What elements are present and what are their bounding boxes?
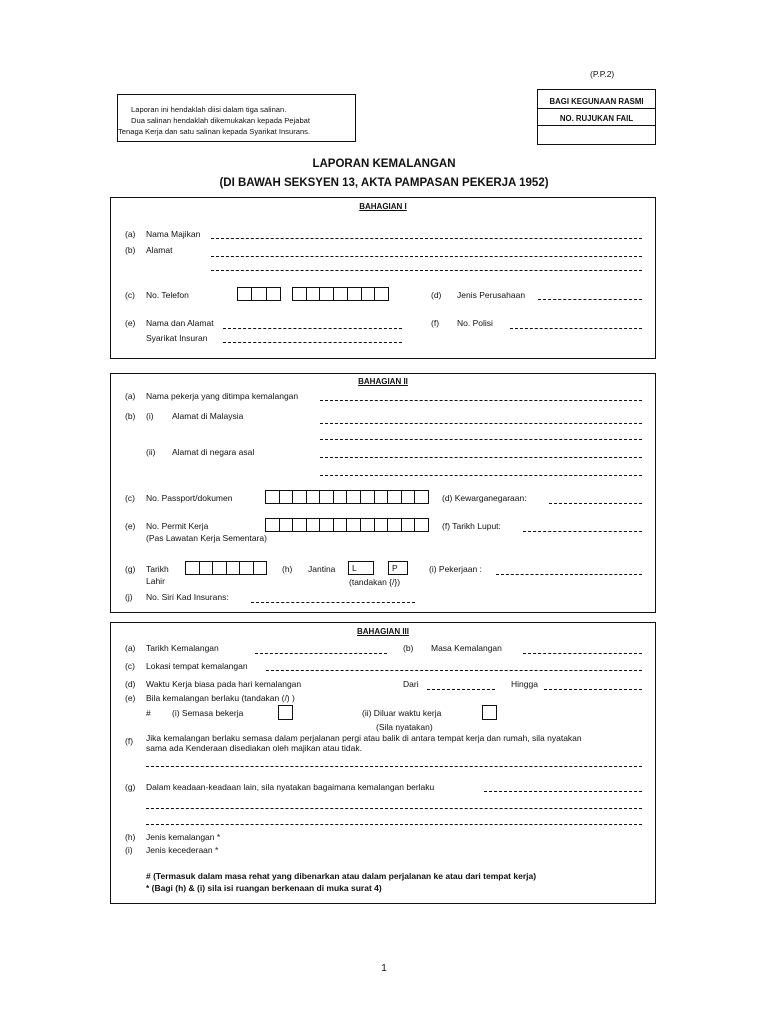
- gender-male-box[interactable]: L: [348, 561, 374, 575]
- item-code: (a): [125, 391, 136, 401]
- origin-address-field-1[interactable]: [320, 457, 642, 458]
- birth-date-boxes[interactable]: [185, 561, 267, 575]
- expiry-date-label: (f) Tarikh Luput:: [442, 521, 501, 531]
- insurance-card-field[interactable]: [251, 602, 415, 603]
- gender-female-box[interactable]: P: [388, 561, 408, 575]
- instruction-line-2: Dua salinan hendaklah dikemukakan kepada Pejabat: [131, 116, 311, 125]
- item-code: (a): [125, 229, 136, 239]
- page-subtitle: (DI BAWAH SEKSYEN 13, AKTA PAMPASAN PEKERJA 1952): [219, 177, 549, 189]
- address-field-line-2[interactable]: [211, 270, 642, 271]
- business-type-label: Jenis Perusahaan: [457, 290, 526, 300]
- item-code: (h): [282, 564, 293, 574]
- item-code: (g): [125, 564, 136, 574]
- insurer-label-2: Syarikat Insuran: [146, 333, 208, 343]
- part-1-heading: BAHAGIAN I: [359, 202, 407, 211]
- item-code: (g): [125, 782, 136, 792]
- item-code: (i): [125, 845, 133, 855]
- part-3-section: [110, 622, 656, 904]
- occupation-label: (i) Pekerjaan :: [429, 564, 482, 574]
- instruction-line-1: Laporan ini hendaklah diisi dalam tiga salinan.: [131, 105, 287, 114]
- item-code: (c): [125, 290, 135, 300]
- official-use-heading: BAGI KEGUNAAN RASMI: [549, 97, 644, 106]
- item-code: (i): [146, 411, 154, 421]
- address-label: Alamat: [146, 245, 173, 255]
- birth-date-label: Tarikh: [146, 564, 169, 574]
- working-hours-from-label: Dari: [403, 679, 419, 689]
- item-code: (b): [125, 411, 136, 421]
- other-circumstances-field-1[interactable]: [484, 791, 642, 792]
- item-code: (ii): [146, 447, 156, 457]
- other-circumstances-field-3[interactable]: [146, 824, 642, 825]
- worker-name-field[interactable]: [320, 400, 642, 401]
- passport-number-boxes[interactable]: [265, 490, 429, 504]
- telephone-area-boxes[interactable]: [237, 287, 281, 301]
- item-code: (d): [125, 679, 136, 689]
- nationality-label: (d) Kewarganegaraan:: [442, 493, 527, 503]
- item-code: (f): [125, 736, 134, 746]
- form-code: (P.P.2): [590, 69, 615, 79]
- outside-work-checkbox[interactable]: [482, 705, 497, 720]
- during-work-checkbox[interactable]: [278, 705, 293, 720]
- accident-location-field[interactable]: [266, 670, 642, 671]
- passport-label: No. Passport/dokumen: [146, 493, 233, 503]
- gender-label: Jantina: [308, 564, 336, 574]
- malaysia-address-field-1[interactable]: [320, 423, 642, 424]
- instructions-box: [117, 94, 356, 142]
- item-code: (h): [125, 832, 136, 842]
- file-reference-label: NO. RUJUKAN FAIL: [559, 114, 634, 123]
- birth-date-label-2: Lahir: [146, 576, 165, 586]
- item-code: (e): [125, 521, 136, 531]
- malaysia-address-field-2[interactable]: [320, 439, 642, 440]
- item-code: (b): [403, 643, 414, 653]
- origin-address-label: Alamat di negara asal: [172, 447, 255, 457]
- part-2-section: [110, 373, 656, 613]
- accident-type-label: Jenis kemalangan *: [146, 832, 221, 842]
- item-code: (d): [431, 290, 442, 300]
- expiry-date-field[interactable]: [523, 531, 642, 532]
- malaysia-address-label: Alamat di Malaysia: [172, 411, 244, 421]
- instruction-line-3: Tenaga Kerja dan satu salinan kepada Syarikat Insurans.: [118, 127, 311, 136]
- item-code: (e): [125, 693, 136, 703]
- telephone-label: No. Telefon: [146, 290, 189, 300]
- injury-type-label: Jenis kecederaan *: [146, 845, 219, 855]
- working-hours-to-label: Hingga: [511, 679, 538, 689]
- working-hours-from-field[interactable]: [427, 689, 495, 690]
- working-hours-to-field[interactable]: [544, 689, 642, 690]
- footnote-hash: # (Termasuk dalam masa rehat yang dibenarkan atau dalam perjalanan ke atau dari tempat kerja): [146, 871, 537, 881]
- part-1-section: [110, 197, 656, 359]
- hash-marker: #: [146, 708, 151, 718]
- accident-location-label: Lokasi tempat kemalangan: [146, 661, 248, 671]
- accident-when-label: Bila kemalangan berlaku (tandakan (/) ): [146, 693, 295, 703]
- gender-hint: (tandakan {/}): [349, 577, 401, 587]
- part-3-heading: BAHAGIAN III: [357, 627, 409, 636]
- other-circumstances-label: Dalam keadaan-keadaan lain, sila nyatakan bagaimana kemalangan berlaku: [146, 782, 435, 792]
- policy-number-label: No. Polisi: [457, 318, 493, 328]
- insurer-label: Nama dan Alamat: [146, 318, 214, 328]
- work-permit-boxes[interactable]: [265, 518, 429, 532]
- item-code: (b): [125, 245, 136, 255]
- item-code: (f): [431, 318, 440, 328]
- commute-question-line-2: sama ada Kenderaan disediakan oleh majikan atau tidak.: [146, 743, 362, 753]
- item-code: (a): [125, 643, 136, 653]
- occupation-field[interactable]: [496, 574, 642, 575]
- employer-name-label: Nama Majikan: [146, 229, 201, 239]
- origin-address-field-2[interactable]: [320, 475, 642, 476]
- footnote-asterisk: * (Bagi (h) & (i) sila isi ruangan berkenaan di muka surat 4): [146, 883, 382, 893]
- working-hours-label: Waktu Kerja biasa pada hari kemalangan: [146, 679, 302, 689]
- item-code: (e): [125, 318, 136, 328]
- work-permit-label-2: (Pas Lawatan Kerja Sementara): [146, 533, 267, 543]
- outside-work-label: (ii) Diluar waktu kerja: [362, 708, 442, 718]
- accident-time-label: Masa Kemalangan: [431, 643, 502, 653]
- during-work-label: (i) Semasa bekerja: [172, 708, 244, 718]
- insurance-card-label: No. Siri Kad Insurans:: [146, 592, 229, 602]
- employer-name-field[interactable]: [211, 238, 642, 239]
- work-permit-label: No. Permit Kerja: [146, 521, 209, 531]
- insurer-field-line-1[interactable]: [223, 328, 402, 329]
- nationality-field[interactable]: [549, 503, 642, 504]
- policy-number-field[interactable]: [510, 328, 642, 329]
- commute-question-line-1: Jika kemalangan berlaku semasa dalam perjalanan pergi atau balik di antara tempat kerja dan rumah, sila nyatakan: [146, 733, 582, 743]
- insurer-field-line-2[interactable]: [223, 342, 402, 343]
- accident-date-label: Tarikh Kemalangan: [146, 643, 219, 653]
- other-circumstances-field-2[interactable]: [146, 808, 642, 809]
- item-code: (c): [125, 661, 135, 671]
- accident-date-field[interactable]: [255, 653, 387, 654]
- worker-name-label: Nama pekerja yang ditimpa kemalangan: [146, 391, 299, 401]
- official-use-box: [537, 89, 656, 145]
- commute-answer-field[interactable]: [146, 766, 642, 767]
- accident-time-field[interactable]: [523, 653, 642, 654]
- address-field-line-1[interactable]: [211, 256, 642, 257]
- telephone-number-boxes[interactable]: [292, 287, 389, 301]
- item-code: (j): [125, 592, 133, 602]
- business-type-field[interactable]: [538, 299, 642, 300]
- page-number: 1: [381, 963, 387, 974]
- item-code: (c): [125, 493, 135, 503]
- outside-work-hint: (Sila nyatakan): [376, 722, 433, 732]
- part-2-heading: BAHAGIAN II: [358, 377, 408, 386]
- page-title: LAPORAN KEMALANGAN: [312, 158, 456, 170]
